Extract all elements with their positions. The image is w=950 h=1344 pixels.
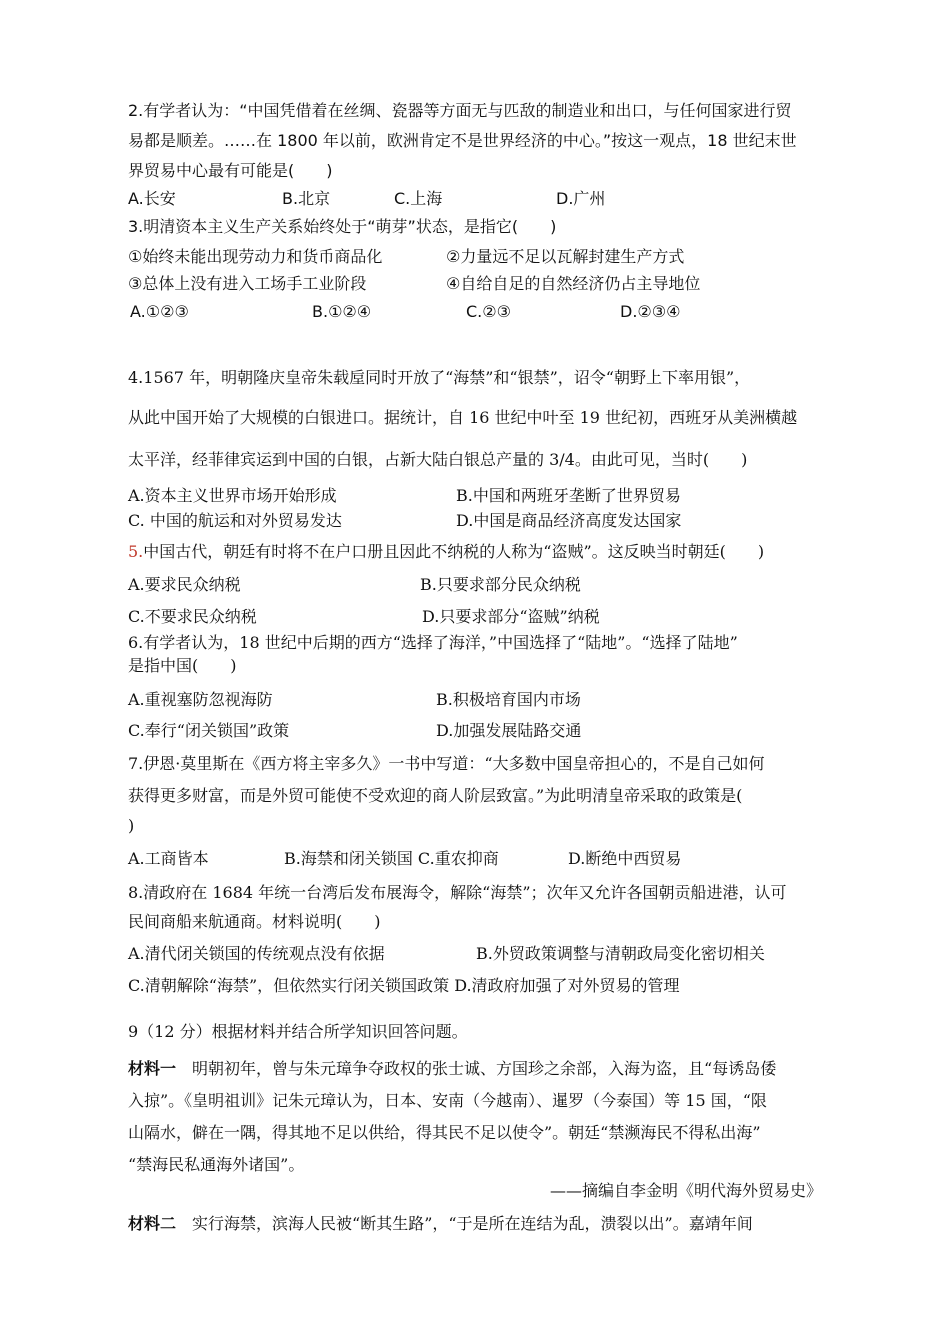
q4-option-d: D.中国是商品经济高度发达国家	[456, 511, 682, 530]
q9-material-1-line-4: “禁海民私通海外诸国”。	[128, 1155, 305, 1174]
q7-line-1: 7.伊恩·莫里斯在《西方将主宰多久》一书中写道：“大多数中国皇帝担心的，不是自己如何	[128, 754, 765, 773]
q7-option-bc: B.海禁和闭关锁国 C.重农抑商	[284, 849, 499, 868]
q4-option-a: A.资本主义世界市场开始形成	[128, 486, 337, 505]
q6-option-d: D.加强发展陆路交通	[436, 721, 582, 740]
q2-line-1: 2.有学者认为：“中国凭借着在丝绸、瓷器等方面无与匹敌的制造业和出口，与任何国家进行贸	[128, 101, 792, 120]
q3-item-4: ④自给自足的自然经济仍占主导地位	[446, 274, 701, 293]
q6-line-2: 是指中国( )	[128, 656, 237, 675]
q2-line-3: 界贸易中心最有可能是( )	[128, 161, 333, 180]
q3-stem: 3.明清资本主义生产关系始终处于“萌芽”状态，是指它( )	[128, 217, 557, 236]
q2-option-a: A.长安	[128, 189, 176, 208]
q3-option-c: C.②③	[466, 302, 511, 321]
q9-material-2-line-1	[128, 1214, 753, 1234]
q5-number: 5.	[128, 542, 144, 561]
q3-item-3: ③总体上没有进入工场手工业阶段	[128, 274, 367, 293]
q7-option-d: D.断绝中西贸易	[568, 849, 682, 868]
q4-line-1: 4.1567 年，明朝隆庆皇帝朱载垕同时开放了“海禁”和“银禁”，诏令“朝野上下率用银”，	[128, 368, 751, 387]
q6-option-c: C.奉行“闭关锁国”政策	[128, 721, 290, 740]
q9-material-1-text-1: 明朝初年，曾与朱元璋争夺政权的张士诚、方国珍之余部，入海为盗，且“每诱岛倭	[176, 1059, 777, 1078]
q5-stem-line	[128, 542, 764, 562]
q6-option-b: B.积极培育国内市场	[436, 690, 581, 709]
q5-option-b: B.只要求部分民众纳税	[420, 575, 581, 594]
q3-option-d: D.②③④	[620, 302, 681, 321]
q9-stem: 9（12 分）根据材料并结合所学知识回答问题。	[128, 1022, 468, 1041]
q7-line-3: )	[128, 816, 135, 835]
q6-line-1: 6.有学者认为，18 世纪中后期的西方“选择了海洋，”中国选择了“陆地”。“选择了陆地”	[128, 633, 738, 652]
q9-material-1-line-2: 入掠”。《皇明祖训》记朱元璋认为，日本、安南（今越南）、暹罗（今泰国）等 15 国，“限	[128, 1091, 767, 1110]
q6-option-a: A.重视塞防忽视海防	[128, 690, 273, 709]
q3-item-1: ①始终未能出现劳动力和货币商品化	[128, 247, 383, 266]
q4-option-b: B.中国和两班牙垄断了世界贸易	[456, 486, 681, 505]
q8-line-2: 民间商船来航通商。材料说明( )	[128, 912, 381, 931]
q4-option-c: C. 中国的航运和对外贸易发达	[128, 511, 342, 530]
q5-stem: 中国古代，朝廷有时将不在户口册且因此不纳税的人称为“盗贼”。这反映当时朝廷( )	[143, 542, 765, 561]
q8-option-cd: C.清朝解除“海禁”，但依然实行闭关锁国政策 D.清政府加强了对外贸易的管理	[128, 976, 680, 995]
q7-option-a: A.工商皆本	[128, 849, 209, 868]
q4-line-3: 太平洋，经菲律宾运到中国的白银，占新大陆白银总产量的 3/4。由此可见，当时( )	[128, 450, 748, 469]
q7-line-2: 获得更多财富，而是外贸可能使不受欢迎的商人阶层致富。”为此明清皇帝采取的政策是(	[128, 786, 743, 805]
q2-line-2: 易都是顺差。……在 1800 年以前，欧洲肯定不是世界经济的中心。”按这一观点，18 世纪末世	[128, 131, 797, 150]
q8-option-a: A.清代闭关锁国的传统观点没有依据	[128, 944, 385, 963]
q9-material-2-label: 材料二	[128, 1214, 177, 1233]
q9-material-1-source: ——摘编自李金明《明代海外贸易史》	[549, 1181, 822, 1200]
q2-option-b: B.北京	[282, 189, 331, 208]
q4-line-2: 从此中国开始了大规模的白银进口。据统计，自 16 世纪中叶至 19 世纪初，西班牙从美洲横越	[128, 408, 798, 427]
q3-item-2: ②力量远不足以瓦解封建生产方式	[446, 247, 685, 266]
q5-option-d: D.只要求部分“盗贼”纳税	[422, 607, 600, 626]
q5-option-c: C.不要求民众纳税	[128, 607, 257, 626]
q9-material-1-line-1	[128, 1059, 776, 1079]
q3-option-a: A.①②③	[130, 302, 189, 321]
q2-option-c: C.上海	[394, 189, 443, 208]
q2-option-d: D.广州	[556, 189, 606, 208]
q9-material-1-label: 材料一	[128, 1059, 177, 1078]
q9-material-2-text-1: 实行海禁，滨海人民被“断其生路”，“于是所在连结为乱，溃裂以出”。嘉靖年间	[176, 1214, 753, 1233]
q9-material-1-line-3: 山隔水，僻在一隅，得其地不足以供给，得其民不足以使令”。朝廷“禁濒海民不得私出海”	[128, 1123, 761, 1142]
q8-option-b: B.外贸政策调整与清朝政局变化密切相关	[476, 944, 765, 963]
q5-option-a: A.要求民众纳税	[128, 575, 241, 594]
q3-option-b: B.①②④	[312, 302, 372, 321]
q8-line-1: 8.清政府在 1684 年统一台湾后发布展海令，解除“海禁”；次年又允许各国朝贡船进港，认可	[128, 883, 787, 902]
